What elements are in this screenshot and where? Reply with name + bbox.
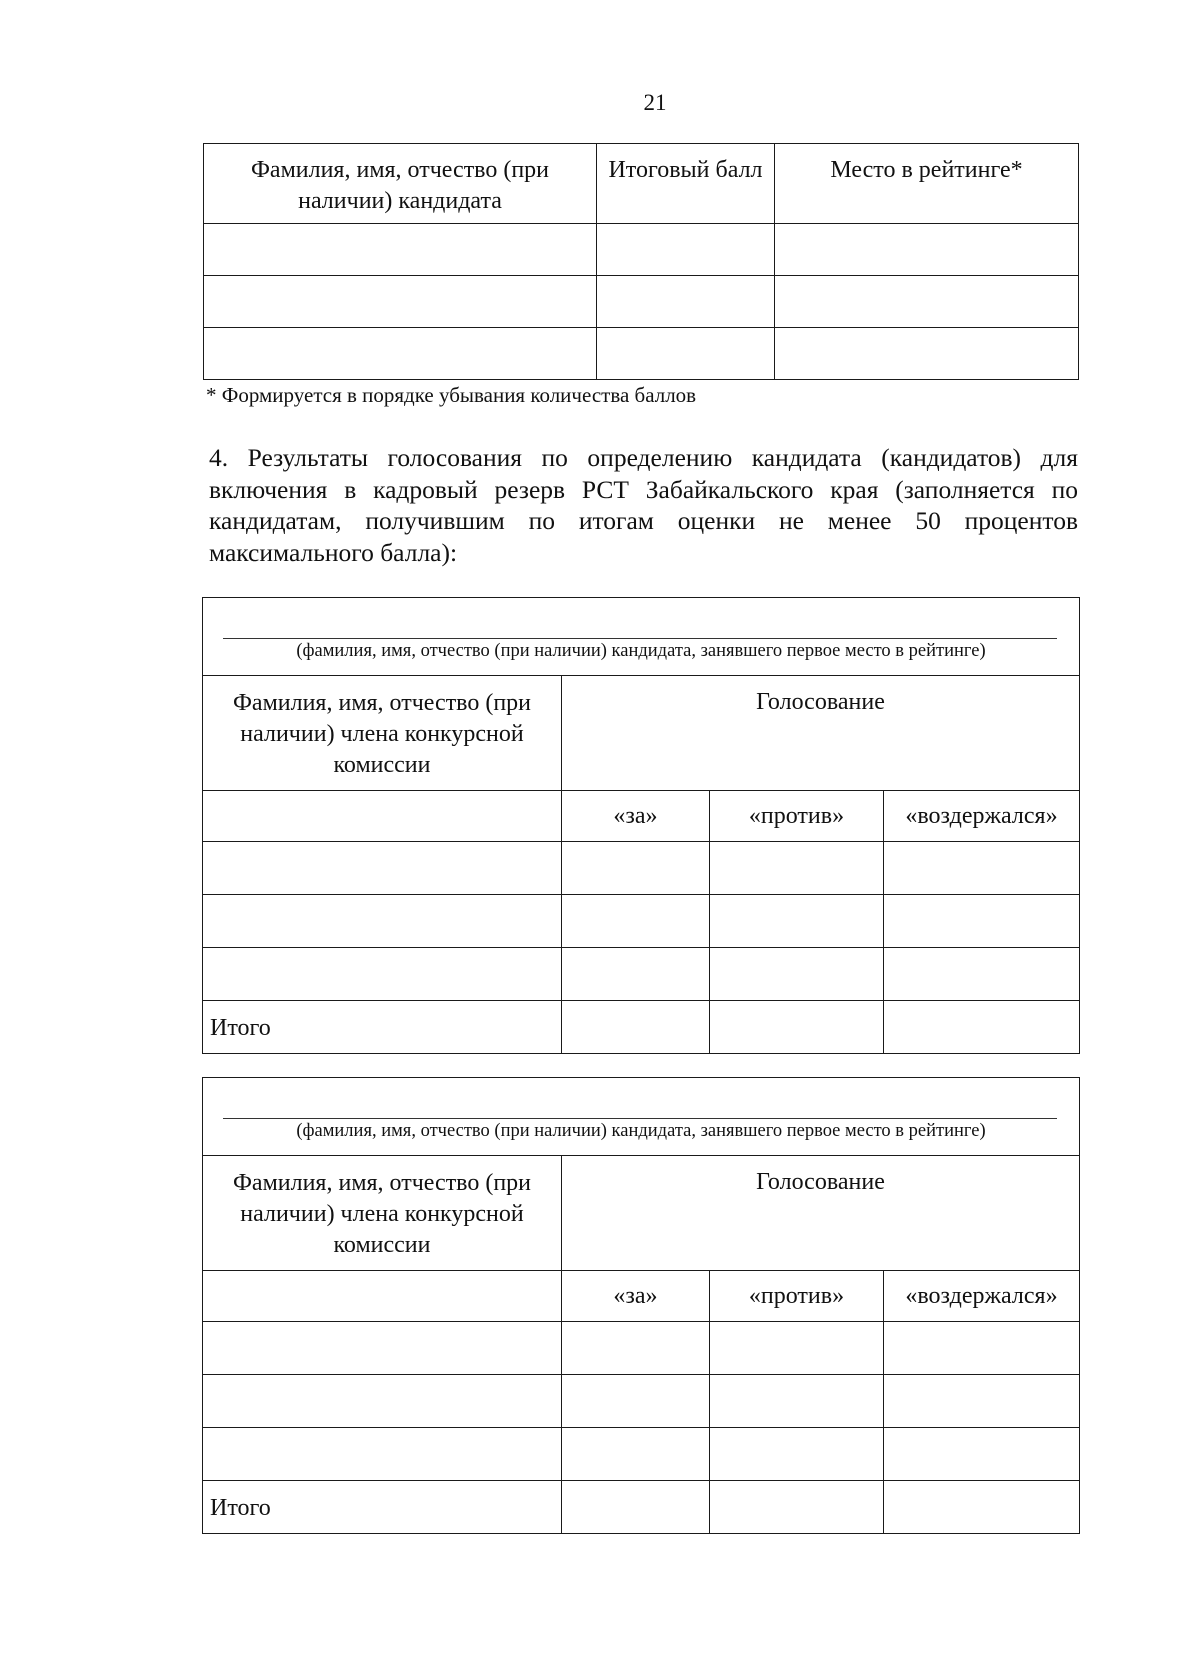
blank-cell[interactable]: [710, 1481, 884, 1534]
table-row: [204, 276, 1079, 328]
blank-cell[interactable]: [710, 1322, 884, 1375]
option-against: «против»: [710, 791, 884, 842]
blank-cell[interactable]: [562, 895, 710, 948]
total-label: Итого: [203, 1481, 562, 1534]
blank-cell[interactable]: [884, 842, 1080, 895]
total-row: [203, 1481, 1080, 1534]
vote-header: Голосование: [562, 676, 1080, 791]
blank-cell[interactable]: [710, 948, 884, 1001]
blank-cell[interactable]: [562, 842, 710, 895]
candidate-name-line: [223, 638, 1057, 639]
footnote: * Формируется в порядке убывания количества баллов: [206, 383, 697, 407]
rating-table: [203, 143, 1079, 380]
header-rating-place: Место в рейтинге*: [775, 144, 1079, 224]
blank-cell[interactable]: [562, 1428, 710, 1481]
vote-header: Голосование: [562, 1156, 1080, 1271]
blank-cell[interactable]: [884, 1375, 1080, 1428]
blank-cell[interactable]: [203, 948, 562, 1001]
candidate-name-field[interactable]: [203, 1078, 1080, 1156]
blank-cell[interactable]: [710, 842, 884, 895]
blank-cell[interactable]: [562, 1481, 710, 1534]
option-against: «против»: [710, 1271, 884, 1322]
page-number: 21: [643, 90, 667, 115]
blank-cell[interactable]: [710, 1428, 884, 1481]
blank-cell[interactable]: [203, 1428, 562, 1481]
blank-cell[interactable]: [884, 895, 1080, 948]
section-4-text: 4. Результаты голосования по определению кандидата (кандидатов) для включения в кадровый резерв РСТ Забайкальского края (заполняется по кандидатам, получившим по итогам оценки не менее 50 процентов максимального балла):: [209, 443, 1078, 567]
blank-cell[interactable]: [562, 1001, 710, 1054]
candidate-caption: (фамилия, имя, отчество (при наличии) кандидата, занявшего первое место в рейтинге): [296, 641, 986, 661]
table-row: [204, 224, 1079, 276]
blank-cell[interactable]: [597, 276, 775, 328]
table-row: [203, 895, 1080, 948]
option-abstained: «воздержался»: [884, 1271, 1080, 1322]
blank-cell[interactable]: [562, 1375, 710, 1428]
member-header: Фамилия, имя, отчество (при наличии) члена конкурсной комиссии: [203, 676, 562, 791]
candidate-caption: (фамилия, имя, отчество (при наличии) кандидата, занявшего первое место в рейтинге): [296, 1121, 986, 1141]
blank-cell[interactable]: [562, 948, 710, 1001]
blank-cell[interactable]: [710, 895, 884, 948]
blank-cell[interactable]: [203, 842, 562, 895]
table-row: [203, 1322, 1080, 1375]
vote-table: [202, 1077, 1080, 1534]
blank-cell[interactable]: [884, 1481, 1080, 1534]
blank-cell[interactable]: [203, 1322, 562, 1375]
total-row: [203, 1001, 1080, 1054]
candidate-name-line: [223, 1118, 1057, 1119]
table-row: [204, 328, 1079, 380]
member-header: Фамилия, имя, отчество (при наличии) члена конкурсной комиссии: [203, 1156, 562, 1271]
table-row: [203, 1428, 1080, 1481]
option-for: «за»: [562, 1271, 710, 1322]
blank-cell[interactable]: [203, 791, 562, 842]
header-candidate-name: Фамилия, имя, отчество (при наличии) кандидата: [204, 144, 597, 224]
blank-cell[interactable]: [884, 948, 1080, 1001]
blank-cell[interactable]: [562, 1322, 710, 1375]
candidate-name-field[interactable]: [203, 598, 1080, 676]
header-total-score: Итоговый балл: [597, 144, 775, 224]
option-for: «за»: [562, 791, 710, 842]
blank-cell[interactable]: [204, 224, 597, 276]
vote-table: [202, 597, 1080, 1054]
blank-cell[interactable]: [203, 1271, 562, 1322]
blank-cell[interactable]: [710, 1001, 884, 1054]
table-row: [203, 948, 1080, 1001]
total-label: Итого: [203, 1001, 562, 1054]
blank-cell[interactable]: [775, 328, 1079, 380]
blank-cell[interactable]: [775, 224, 1079, 276]
blank-cell[interactable]: [203, 895, 562, 948]
blank-cell[interactable]: [597, 328, 775, 380]
option-abstained: «воздержался»: [884, 791, 1080, 842]
blank-cell[interactable]: [884, 1001, 1080, 1054]
blank-cell[interactable]: [884, 1322, 1080, 1375]
blank-cell[interactable]: [884, 1428, 1080, 1481]
blank-cell[interactable]: [204, 328, 597, 380]
blank-cell[interactable]: [204, 276, 597, 328]
table-row: [203, 842, 1080, 895]
blank-cell[interactable]: [597, 224, 775, 276]
blank-cell[interactable]: [710, 1375, 884, 1428]
blank-cell[interactable]: [775, 276, 1079, 328]
table-row: [203, 1375, 1080, 1428]
blank-cell[interactable]: [203, 1375, 562, 1428]
